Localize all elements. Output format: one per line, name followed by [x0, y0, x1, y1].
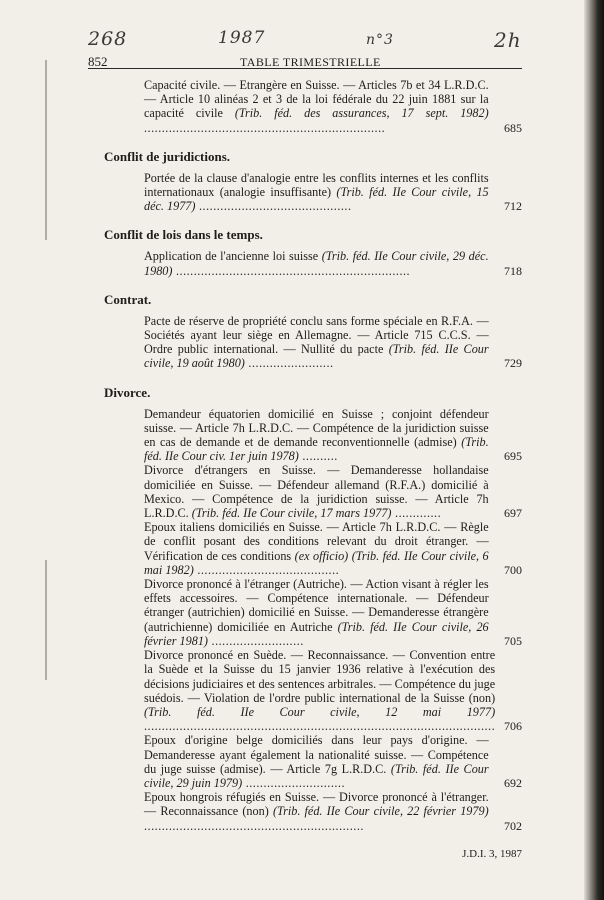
leader-dots: ........................................: [193, 562, 340, 577]
index-entry: [104, 171, 522, 214]
leader-dots: ....................................................................: [144, 120, 386, 135]
section-heading: Contrat.: [104, 291, 152, 307]
entry-text: Application de l'ancienne loi suisse: [144, 249, 322, 264]
entry-citation: (Trib. féd. IIe Cour civile, 19 août 1980): [144, 342, 489, 371]
entry-citation: (Trib. féd. IIe Cour civile, 22 février 1979): [272, 804, 489, 819]
entry-page-number: 718: [504, 263, 522, 278]
index-entry: [104, 520, 522, 577]
entry-page-number: 685: [504, 120, 522, 135]
leader-dots: ........................: [244, 356, 334, 371]
entry-citation: (Trib. féd. IIe Cour civile, 17 mars 1977): [191, 506, 392, 521]
index-content: [104, 78, 522, 833]
leader-dots: ..............................................................: [144, 818, 364, 833]
entry-citation: (Trib. féd. IIe Cour civile, 15 déc. 1977): [144, 185, 489, 214]
index-entry: [104, 463, 522, 520]
running-title: TABLE TRIMESTRIELLE: [240, 55, 381, 69]
handwritten-note-right: 2h: [494, 28, 522, 52]
leader-dots: ............................: [242, 775, 346, 790]
margin-scratch: [45, 60, 47, 240]
page-number: 852: [88, 54, 108, 69]
leader-dots: ..................................................................: [172, 263, 411, 278]
book-spine-shadow: [584, 0, 604, 900]
index-entry: [104, 733, 522, 790]
leader-dots: ...........................................: [195, 199, 352, 214]
entry-text: Capacité civile. — Etrangère en Suisse. — Articles 7b et 34 L.R.D.C. — Article 10 alinéas 2 et 3 de la loi fédérale du 22 juin 1881 sur la capacité civile: [144, 78, 489, 121]
entry-text: Demandeur équatorien domicilié en Suisse ; conjoint défendeur suisse. — Article 7h L.R.D.C. — Compétence de la juridiction suisse en cas de demande et de demande reconventionnelle (admise): [144, 406, 489, 450]
entry-page-number: 706: [504, 719, 522, 734]
entry-text: Epoux hongrois réfugiés en Suisse. — Divorce prononcé à l'étranger. — Reconnaissance (non): [144, 790, 489, 819]
entry-text: Divorce prononcé en Suède. — Reconnaissance. — Convention entre la Suède et la Suisse du 15 janvier 1936 relative à l'exécution des décisions judiciaires et des sentences arbitrales. — Compétence du juge suédois. — Violation de l'ordre public international de la Suisse (non): [144, 648, 496, 705]
entry-text: Epoux italiens domiciliés en Suisse. — Article 7h L.R.D.C. — Règle de conflit posant des conditions relevant du droit étranger. — Vérification de ces conditions: [144, 520, 489, 563]
entry-text: Divorce d'étrangers en Suisse. — Demanderesse hollandaise domiciliée en Suisse. — Défendeur allemand (R.F.A.) domicilié à Mexico. — Compétence de la juridiction suisse. — Article 7h L.R.D.C.: [144, 463, 489, 521]
index-entry: [104, 78, 522, 135]
entry-page-number: 700: [504, 562, 522, 577]
entry-citation: (Trib. féd. IIe Cour civile, 12 mai 1977): [144, 704, 496, 719]
entry-citation: (Trib. féd. IIe Cour civile, 29 déc. 1980): [144, 249, 489, 278]
entry-page-number: 695: [504, 449, 522, 464]
index-entry: [104, 648, 522, 733]
section-heading: Conflit de lois dans le temps.: [104, 227, 263, 243]
handwritten-note-year: 1987: [218, 28, 266, 48]
leader-dots: ..........: [298, 449, 338, 464]
section-heading: Conflit de juridictions.: [104, 148, 231, 164]
entry-page-number: 692: [504, 775, 522, 790]
section-heading: Divorce.: [104, 384, 151, 400]
entry-text: Pacte de réserve de propriété conclu sans forme spéciale en R.F.A. — Sociétés ayant leur siège en Allemagne. — Article 715 C.C.S. — Ordre public international. — Nullité du pacte: [144, 313, 489, 357]
margin-scratch: [45, 560, 47, 680]
entry-page-number: 729: [504, 356, 522, 371]
entry-page-number: 702: [504, 818, 522, 833]
entry-citation: (Trib. féd. des assurances, 17 sept. 1982): [234, 106, 489, 121]
entry-citation: (Trib. féd. IIe Cour civ. 1er juin 1978): [144, 435, 489, 464]
index-entry: [104, 249, 522, 277]
entry-page-number: 712: [504, 199, 522, 214]
leader-dots: ..........................: [207, 633, 304, 648]
entry-text: Portée de la clause d'analogie entre les conflits internes et les conflits internationaux (analogie insuffisante): [144, 170, 489, 200]
leader-dots: ...................................................................................................: [144, 719, 496, 734]
entry-citation: (ex officio) (Trib. féd. IIe Cour civile, 6 mai 1982): [144, 548, 489, 577]
entry-text: Epoux d'origine belge domiciliés dans leur pays d'origine. — Demanderesse ayant également la nationalité suisse. — Compétence du juge suisse (admise). — Article 7g L.R.D.C.: [144, 733, 489, 776]
index-entry: [104, 577, 522, 648]
entry-citation: (Trib. féd. IIe Cour civile, 29 juin 1979): [144, 761, 489, 790]
index-entry: [104, 407, 522, 464]
leader-dots: .............: [391, 506, 442, 521]
entry-page-number: 705: [504, 633, 522, 648]
journal-footer: J.D.I. 3, 1987: [462, 848, 522, 860]
handwritten-note-issue: n°3: [366, 32, 394, 48]
entry-page-number: 697: [504, 506, 522, 521]
index-entry: [104, 314, 522, 371]
header-rule: [88, 68, 522, 69]
handwritten-note-left: 268: [88, 28, 128, 50]
entry-text: Divorce prononcé à l'étranger (Autriche). — Action visant à régler les effets accessoires. — Compétence internationale. — Défendeur étranger (autrichien) domicilié en Suisse. — Demanderesse étrangère (autrichienne) domiciliée en Autriche: [144, 577, 489, 634]
index-entry: [104, 790, 522, 833]
entry-citation: (Trib. féd. IIe Cour civile, 26 février 1981): [144, 619, 489, 648]
